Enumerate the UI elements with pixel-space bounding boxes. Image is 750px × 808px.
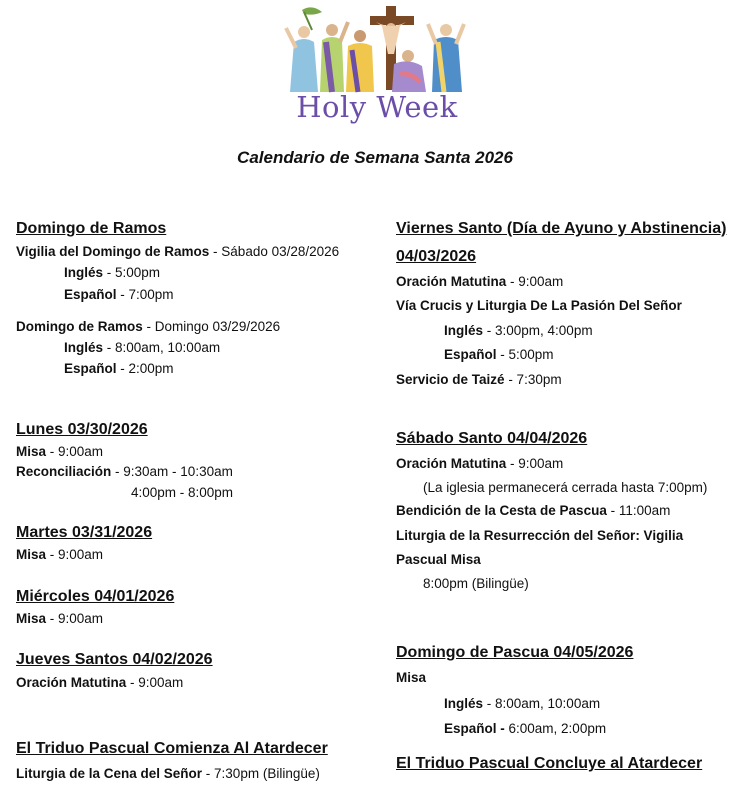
event-label: Misa: [16, 611, 47, 626]
event-time: - 8:00am, 10:00am: [483, 696, 601, 711]
event-liturgia-cena: [16, 766, 320, 781]
section-heading-martes: Martes 03/31/2026: [16, 524, 153, 541]
event-label: Servicio de Taizé: [396, 372, 505, 387]
event-time: - 7:00pm: [116, 287, 174, 302]
event-time: 6:00am, 2:00pm: [504, 721, 607, 736]
event-label: Reconciliación: [16, 464, 112, 479]
event-domingo-espanol: [64, 361, 174, 376]
event-viernes-espanol: [444, 347, 554, 362]
event-label: Vigilia del Domingo de Ramos: [16, 244, 210, 259]
event-lunes-reconciliacion: [16, 464, 233, 479]
event-time: - 9:00am: [506, 274, 564, 289]
event-domingo-ramos: [16, 319, 280, 334]
event-miercoles-misa: [16, 611, 103, 626]
event-time: - 11:00am: [606, 503, 671, 518]
event-sabado-oracion: [396, 456, 563, 471]
section-heading-jueves: Jueves Santos 04/02/2026: [16, 651, 213, 668]
event-time: - 7:30pm (Bilingüe): [202, 766, 320, 781]
event-label: Misa: [16, 547, 47, 562]
event-label: Bendición de la Cesta de Pascua: [396, 503, 607, 518]
event-viernes-oracion: [396, 274, 563, 289]
event-time: - 8:00am, 10:00am: [103, 340, 221, 355]
event-time: - 2:00pm: [116, 361, 174, 376]
event-liturgia-resurreccion-line1: Liturgia de la Resurrección del Señor: Vigilia: [396, 528, 684, 543]
language-label: Español: [444, 347, 497, 362]
logo-text: Holy Week: [296, 90, 458, 124]
section-heading-lunes: Lunes 03/30/2026: [16, 421, 148, 438]
section-heading-miercoles: Miércoles 04/01/2026: [16, 588, 175, 605]
event-time: - 9:00am: [46, 547, 104, 562]
language-label: Inglés: [64, 340, 104, 355]
event-time: - 5:00pm: [496, 347, 554, 362]
event-label: Oración Matutina: [16, 675, 127, 690]
language-label: Español: [64, 361, 117, 376]
holy-week-figures-illustration: [282, 2, 472, 94]
section-heading-sabado: Sábado Santo 04/04/2026: [396, 430, 588, 447]
event-time: - 3:00pm, 4:00pm: [483, 323, 593, 338]
event-via-crucis: Vía Crucis y Liturgia De La Pasión Del Señor: [396, 298, 682, 313]
event-taize: [396, 372, 562, 387]
language-label: Inglés: [64, 265, 104, 280]
event-liturgia-resurreccion-time: 8:00pm (Bilingüe): [423, 576, 529, 591]
event-label: Misa: [16, 444, 47, 459]
section-heading-triduo-concluye: El Triduo Pascual Concluye al Atardecer: [396, 755, 703, 772]
event-time: - 9:00am: [506, 456, 564, 471]
event-pascua-ingles: [444, 696, 600, 711]
event-liturgia-resurreccion-line2: Pascual Misa: [396, 552, 481, 567]
event-lunes-reconciliacion-time2: 4:00pm - 8:00pm: [131, 485, 234, 500]
event-bendicion: [396, 503, 670, 518]
event-martes-misa: [16, 547, 103, 562]
event-date: - Domingo 03/29/2026: [142, 319, 281, 334]
event-sabado-note: (La iglesia permanecerá cerrada hasta 7:00pm): [423, 480, 708, 495]
event-pascua-misa: Misa: [396, 670, 427, 685]
language-label: Inglés: [444, 323, 484, 338]
holy-week-logo: [282, 2, 472, 130]
event-lunes-misa: [16, 444, 103, 459]
event-date: - Sábado 03/28/2026: [209, 244, 340, 259]
event-jueves-oracion: [16, 675, 183, 690]
page-title: Calendario de Semana Santa 2026: [237, 148, 513, 167]
section-heading-domingo-pascua: Domingo de Pascua 04/05/2026: [396, 644, 634, 661]
event-time: - 9:30am - 10:30am: [111, 464, 233, 479]
language-label: Español -: [444, 721, 505, 736]
event-vigilia-ingles: [64, 265, 160, 280]
event-time: - 9:00am: [46, 611, 104, 626]
event-vigilia-espanol: [64, 287, 174, 302]
section-heading-triduo-comienza: El Triduo Pascual Comienza Al Atardecer: [16, 740, 328, 757]
section-heading-domingo-ramos: Domingo de Ramos: [16, 220, 167, 237]
event-time: - 7:30pm: [504, 372, 562, 387]
event-vigilia: [16, 244, 339, 259]
event-label: Oración Matutina: [396, 274, 507, 289]
language-label: Español: [64, 287, 117, 302]
event-viernes-ingles: [444, 323, 593, 338]
section-heading-viernes: Viernes Santo (Día de Ayuno y Abstinencia): [396, 220, 727, 237]
event-time: - 9:00am: [46, 444, 104, 459]
event-label: Domingo de Ramos: [16, 319, 143, 334]
event-label: Oración Matutina: [396, 456, 507, 471]
event-time: - 9:00am: [126, 675, 184, 690]
language-label: Inglés: [444, 696, 484, 711]
section-heading-viernes-date: 04/03/2026: [396, 248, 477, 265]
event-pascua-espanol: [444, 721, 606, 736]
event-time: - 5:00pm: [103, 265, 161, 280]
event-label: Liturgia de la Cena del Señor: [16, 766, 203, 781]
event-domingo-ingles: [64, 340, 220, 355]
